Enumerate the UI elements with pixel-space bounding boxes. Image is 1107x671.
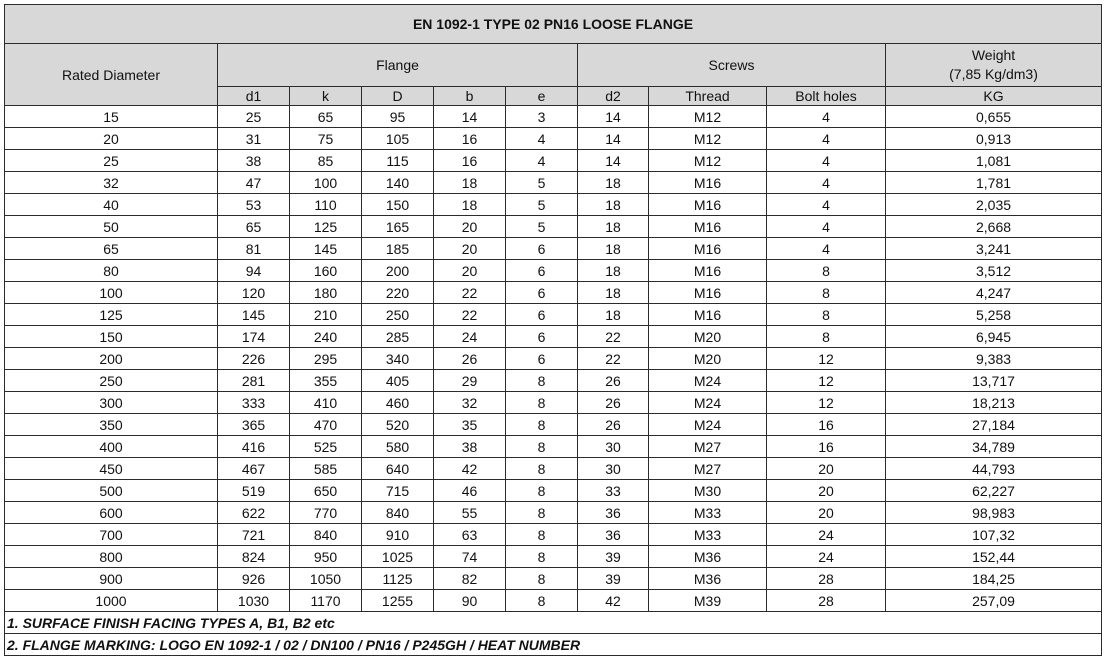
cell-bolt-holes: 4 <box>767 238 886 260</box>
cell-k: 650 <box>290 480 362 502</box>
cell-D: 165 <box>362 216 434 238</box>
col-header-k: k <box>290 87 362 106</box>
cell-bolt-holes: 28 <box>767 590 886 612</box>
cell-k: 355 <box>290 370 362 392</box>
cell-D: 115 <box>362 150 434 172</box>
cell-d2: 26 <box>578 370 649 392</box>
cell-rated-diameter: 900 <box>5 568 218 590</box>
table-row <box>5 370 1102 392</box>
rated-diameter-header: Rated Diameter <box>5 44 218 106</box>
cell-weight-kg: 152,44 <box>886 546 1102 568</box>
cell-thread: M33 <box>649 524 767 546</box>
cell-k: 160 <box>290 260 362 282</box>
cell-rated-diameter: 700 <box>5 524 218 546</box>
cell-bolt-holes: 4 <box>767 106 886 128</box>
cell-b: 14 <box>434 106 506 128</box>
cell-thread: M16 <box>649 282 767 304</box>
cell-e: 5 <box>506 172 578 194</box>
cell-d1: 53 <box>218 194 290 216</box>
cell-bolt-holes: 4 <box>767 172 886 194</box>
cell-d1: 38 <box>218 150 290 172</box>
cell-weight-kg: 3,512 <box>886 260 1102 282</box>
cell-b: 74 <box>434 546 506 568</box>
cell-rated-diameter: 15 <box>5 106 218 128</box>
cell-bolt-holes: 4 <box>767 150 886 172</box>
cell-bolt-holes: 8 <box>767 260 886 282</box>
cell-e: 8 <box>506 524 578 546</box>
cell-d1: 622 <box>218 502 290 524</box>
cell-weight-kg: 4,247 <box>886 282 1102 304</box>
cell-rated-diameter: 250 <box>5 370 218 392</box>
cell-d2: 22 <box>578 348 649 370</box>
col-header-d2: d2 <box>578 87 649 106</box>
cell-bolt-holes: 4 <box>767 194 886 216</box>
cell-rated-diameter: 1000 <box>5 590 218 612</box>
cell-e: 8 <box>506 436 578 458</box>
cell-e: 6 <box>506 260 578 282</box>
cell-bolt-holes: 20 <box>767 480 886 502</box>
cell-k: 525 <box>290 436 362 458</box>
cell-thread: M12 <box>649 106 767 128</box>
cell-rated-diameter: 25 <box>5 150 218 172</box>
table-row <box>5 106 1102 128</box>
cell-e: 3 <box>506 106 578 128</box>
cell-bolt-holes: 12 <box>767 370 886 392</box>
cell-D: 95 <box>362 106 434 128</box>
cell-e: 6 <box>506 304 578 326</box>
cell-e: 6 <box>506 348 578 370</box>
cell-d2: 33 <box>578 480 649 502</box>
cell-rated-diameter: 600 <box>5 502 218 524</box>
cell-bolt-holes: 24 <box>767 546 886 568</box>
cell-b: 90 <box>434 590 506 612</box>
cell-d2: 42 <box>578 590 649 612</box>
cell-k: 100 <box>290 172 362 194</box>
cell-D: 640 <box>362 458 434 480</box>
cell-k: 240 <box>290 326 362 348</box>
cell-b: 18 <box>434 194 506 216</box>
cell-weight-kg: 9,383 <box>886 348 1102 370</box>
cell-b: 42 <box>434 458 506 480</box>
cell-D: 200 <box>362 260 434 282</box>
cell-D: 1125 <box>362 568 434 590</box>
cell-rated-diameter: 500 <box>5 480 218 502</box>
cell-thread: M12 <box>649 150 767 172</box>
cell-k: 770 <box>290 502 362 524</box>
cell-d1: 721 <box>218 524 290 546</box>
table-row <box>5 458 1102 480</box>
cell-thread: M16 <box>649 304 767 326</box>
cell-rated-diameter: 125 <box>5 304 218 326</box>
cell-thread: M20 <box>649 326 767 348</box>
cell-k: 295 <box>290 348 362 370</box>
cell-weight-kg: 0,655 <box>886 106 1102 128</box>
cell-k: 145 <box>290 238 362 260</box>
cell-k: 1050 <box>290 568 362 590</box>
cell-weight-kg: 44,793 <box>886 458 1102 480</box>
col-header-e: e <box>506 87 578 106</box>
table-row <box>5 524 1102 546</box>
cell-e: 8 <box>506 546 578 568</box>
cell-D: 910 <box>362 524 434 546</box>
cell-b: 46 <box>434 480 506 502</box>
table-row <box>5 392 1102 414</box>
cell-d2: 18 <box>578 216 649 238</box>
cell-d2: 14 <box>578 106 649 128</box>
cell-d1: 519 <box>218 480 290 502</box>
cell-d1: 25 <box>218 106 290 128</box>
cell-D: 1025 <box>362 546 434 568</box>
cell-d1: 365 <box>218 414 290 436</box>
cell-weight-kg: 6,945 <box>886 326 1102 348</box>
cell-thread: M16 <box>649 238 767 260</box>
cell-weight-kg: 257,09 <box>886 590 1102 612</box>
cell-d1: 467 <box>218 458 290 480</box>
table-row <box>5 568 1102 590</box>
cell-thread: M20 <box>649 348 767 370</box>
cell-bolt-holes: 20 <box>767 502 886 524</box>
cell-d2: 18 <box>578 194 649 216</box>
cell-b: 16 <box>434 128 506 150</box>
cell-thread: M33 <box>649 502 767 524</box>
cell-rated-diameter: 800 <box>5 546 218 568</box>
cell-d1: 333 <box>218 392 290 414</box>
cell-d2: 18 <box>578 238 649 260</box>
cell-b: 55 <box>434 502 506 524</box>
cell-bolt-holes: 20 <box>767 458 886 480</box>
cell-k: 1170 <box>290 590 362 612</box>
table-row <box>5 194 1102 216</box>
table-row <box>5 172 1102 194</box>
cell-b: 82 <box>434 568 506 590</box>
col-header-d1: d1 <box>218 87 290 106</box>
cell-D: 715 <box>362 480 434 502</box>
cell-D: 1255 <box>362 590 434 612</box>
cell-d1: 65 <box>218 216 290 238</box>
cell-d1: 31 <box>218 128 290 150</box>
cell-D: 105 <box>362 128 434 150</box>
weight-group-header <box>886 44 1102 87</box>
cell-b: 22 <box>434 304 506 326</box>
cell-d1: 94 <box>218 260 290 282</box>
cell-k: 950 <box>290 546 362 568</box>
cell-thread: M12 <box>649 128 767 150</box>
cell-thread: M27 <box>649 436 767 458</box>
cell-k: 65 <box>290 106 362 128</box>
table-row <box>5 502 1102 524</box>
cell-weight-kg: 27,184 <box>886 414 1102 436</box>
table-row <box>5 150 1102 172</box>
cell-weight-kg: 18,213 <box>886 392 1102 414</box>
cell-d2: 14 <box>578 150 649 172</box>
cell-b: 63 <box>434 524 506 546</box>
table-row <box>5 546 1102 568</box>
cell-d1: 81 <box>218 238 290 260</box>
cell-d1: 281 <box>218 370 290 392</box>
cell-thread: M16 <box>649 194 767 216</box>
col-header-D: D <box>362 87 434 106</box>
cell-D: 580 <box>362 436 434 458</box>
cell-rated-diameter: 20 <box>5 128 218 150</box>
cell-rated-diameter: 32 <box>5 172 218 194</box>
cell-thread: M30 <box>649 480 767 502</box>
cell-thread: M24 <box>649 392 767 414</box>
cell-d1: 47 <box>218 172 290 194</box>
col-header-kg: KG <box>886 87 1102 106</box>
cell-weight-kg: 3,241 <box>886 238 1102 260</box>
cell-e: 6 <box>506 282 578 304</box>
cell-d2: 39 <box>578 546 649 568</box>
cell-weight-kg: 62,227 <box>886 480 1102 502</box>
table-body <box>5 106 1102 612</box>
table-row <box>5 590 1102 612</box>
cell-b: 26 <box>434 348 506 370</box>
cell-weight-kg: 34,789 <box>886 436 1102 458</box>
cell-D: 405 <box>362 370 434 392</box>
cell-D: 460 <box>362 392 434 414</box>
cell-D: 250 <box>362 304 434 326</box>
cell-d1: 226 <box>218 348 290 370</box>
note-flange-marking: 2. FLANGE MARKING: LOGO EN 1092-1 / 02 / DN100 / PN16 / P245GH / HEAT NUMBER <box>5 634 1102 656</box>
col-header-thread: Thread <box>649 87 767 106</box>
cell-e: 8 <box>506 480 578 502</box>
flange-spec-table <box>4 4 1102 656</box>
cell-rated-diameter: 400 <box>5 436 218 458</box>
cell-weight-kg: 5,258 <box>886 304 1102 326</box>
cell-thread: M39 <box>649 590 767 612</box>
table-row <box>5 436 1102 458</box>
cell-d2: 26 <box>578 392 649 414</box>
cell-e: 8 <box>506 370 578 392</box>
screws-group-header: Screws <box>578 44 886 87</box>
cell-weight-kg: 98,983 <box>886 502 1102 524</box>
cell-b: 20 <box>434 238 506 260</box>
cell-D: 840 <box>362 502 434 524</box>
cell-d2: 18 <box>578 260 649 282</box>
weight-density-label: (7,85 Kg/dm3) <box>949 66 1038 82</box>
table-row <box>5 128 1102 150</box>
cell-rated-diameter: 40 <box>5 194 218 216</box>
cell-d1: 174 <box>218 326 290 348</box>
cell-rated-diameter: 65 <box>5 238 218 260</box>
cell-D: 340 <box>362 348 434 370</box>
cell-d1: 120 <box>218 282 290 304</box>
cell-bolt-holes: 8 <box>767 282 886 304</box>
cell-k: 125 <box>290 216 362 238</box>
cell-e: 8 <box>506 458 578 480</box>
cell-b: 18 <box>434 172 506 194</box>
cell-k: 110 <box>290 194 362 216</box>
cell-thread: M24 <box>649 370 767 392</box>
cell-k: 85 <box>290 150 362 172</box>
cell-d2: 30 <box>578 436 649 458</box>
cell-b: 35 <box>434 414 506 436</box>
cell-e: 8 <box>506 568 578 590</box>
cell-d2: 39 <box>578 568 649 590</box>
cell-b: 24 <box>434 326 506 348</box>
cell-weight-kg: 2,668 <box>886 216 1102 238</box>
table-title: EN 1092-1 TYPE 02 PN16 LOOSE FLANGE <box>5 5 1102 44</box>
cell-d1: 824 <box>218 546 290 568</box>
cell-d2: 18 <box>578 172 649 194</box>
cell-d2: 30 <box>578 458 649 480</box>
cell-rated-diameter: 150 <box>5 326 218 348</box>
cell-rated-diameter: 350 <box>5 414 218 436</box>
cell-d1: 416 <box>218 436 290 458</box>
cell-d2: 36 <box>578 524 649 546</box>
cell-d2: 18 <box>578 282 649 304</box>
cell-b: 16 <box>434 150 506 172</box>
cell-thread: M36 <box>649 546 767 568</box>
cell-e: 8 <box>506 414 578 436</box>
cell-bolt-holes: 12 <box>767 348 886 370</box>
cell-weight-kg: 1,081 <box>886 150 1102 172</box>
cell-e: 4 <box>506 128 578 150</box>
cell-rated-diameter: 50 <box>5 216 218 238</box>
table-row <box>5 238 1102 260</box>
weight-header-label: Weight <box>971 47 1016 63</box>
cell-thread: M16 <box>649 260 767 282</box>
cell-thread: M16 <box>649 172 767 194</box>
cell-thread: M24 <box>649 414 767 436</box>
cell-D: 140 <box>362 172 434 194</box>
cell-weight-kg: 1,781 <box>886 172 1102 194</box>
cell-D: 285 <box>362 326 434 348</box>
cell-e: 5 <box>506 216 578 238</box>
cell-bolt-holes: 24 <box>767 524 886 546</box>
cell-bolt-holes: 28 <box>767 568 886 590</box>
table-row <box>5 304 1102 326</box>
cell-e: 4 <box>506 150 578 172</box>
cell-weight-kg: 13,717 <box>886 370 1102 392</box>
cell-e: 8 <box>506 590 578 612</box>
cell-weight-kg: 0,913 <box>886 128 1102 150</box>
cell-bolt-holes: 16 <box>767 414 886 436</box>
cell-e: 8 <box>506 392 578 414</box>
cell-b: 32 <box>434 392 506 414</box>
cell-b: 20 <box>434 260 506 282</box>
cell-d2: 26 <box>578 414 649 436</box>
note-surface-finish: 1. SURFACE FINISH FACING TYPES A, B1, B2 etc <box>5 612 1102 634</box>
cell-rated-diameter: 450 <box>5 458 218 480</box>
cell-d2: 36 <box>578 502 649 524</box>
cell-thread: M36 <box>649 568 767 590</box>
cell-bolt-holes: 12 <box>767 392 886 414</box>
cell-k: 585 <box>290 458 362 480</box>
cell-d1: 1030 <box>218 590 290 612</box>
cell-thread: M16 <box>649 216 767 238</box>
col-header-b: b <box>434 87 506 106</box>
cell-weight-kg: 184,25 <box>886 568 1102 590</box>
cell-bolt-holes: 16 <box>767 436 886 458</box>
cell-k: 840 <box>290 524 362 546</box>
cell-thread: M27 <box>649 458 767 480</box>
cell-rated-diameter: 200 <box>5 348 218 370</box>
cell-bolt-holes: 8 <box>767 326 886 348</box>
cell-k: 470 <box>290 414 362 436</box>
cell-k: 210 <box>290 304 362 326</box>
cell-k: 180 <box>290 282 362 304</box>
cell-D: 520 <box>362 414 434 436</box>
cell-e: 6 <box>506 326 578 348</box>
cell-D: 220 <box>362 282 434 304</box>
cell-e: 5 <box>506 194 578 216</box>
cell-rated-diameter: 300 <box>5 392 218 414</box>
cell-k: 410 <box>290 392 362 414</box>
cell-k: 75 <box>290 128 362 150</box>
cell-d1: 926 <box>218 568 290 590</box>
cell-b: 38 <box>434 436 506 458</box>
table-row <box>5 414 1102 436</box>
table-row <box>5 480 1102 502</box>
table-row <box>5 326 1102 348</box>
cell-d2: 22 <box>578 326 649 348</box>
cell-d2: 14 <box>578 128 649 150</box>
cell-weight-kg: 107,32 <box>886 524 1102 546</box>
cell-bolt-holes: 4 <box>767 216 886 238</box>
cell-D: 185 <box>362 238 434 260</box>
cell-D: 150 <box>362 194 434 216</box>
flange-group-header: Flange <box>218 44 578 87</box>
table-row <box>5 348 1102 370</box>
cell-d1: 145 <box>218 304 290 326</box>
cell-bolt-holes: 4 <box>767 128 886 150</box>
cell-bolt-holes: 8 <box>767 304 886 326</box>
cell-d2: 18 <box>578 304 649 326</box>
table-row <box>5 260 1102 282</box>
cell-e: 8 <box>506 502 578 524</box>
cell-weight-kg: 2,035 <box>886 194 1102 216</box>
cell-b: 29 <box>434 370 506 392</box>
cell-b: 20 <box>434 216 506 238</box>
col-header-bolt-holes: Bolt holes <box>767 87 886 106</box>
table-row <box>5 282 1102 304</box>
cell-e: 6 <box>506 238 578 260</box>
table-row <box>5 216 1102 238</box>
cell-b: 22 <box>434 282 506 304</box>
cell-rated-diameter: 80 <box>5 260 218 282</box>
cell-rated-diameter: 100 <box>5 282 218 304</box>
